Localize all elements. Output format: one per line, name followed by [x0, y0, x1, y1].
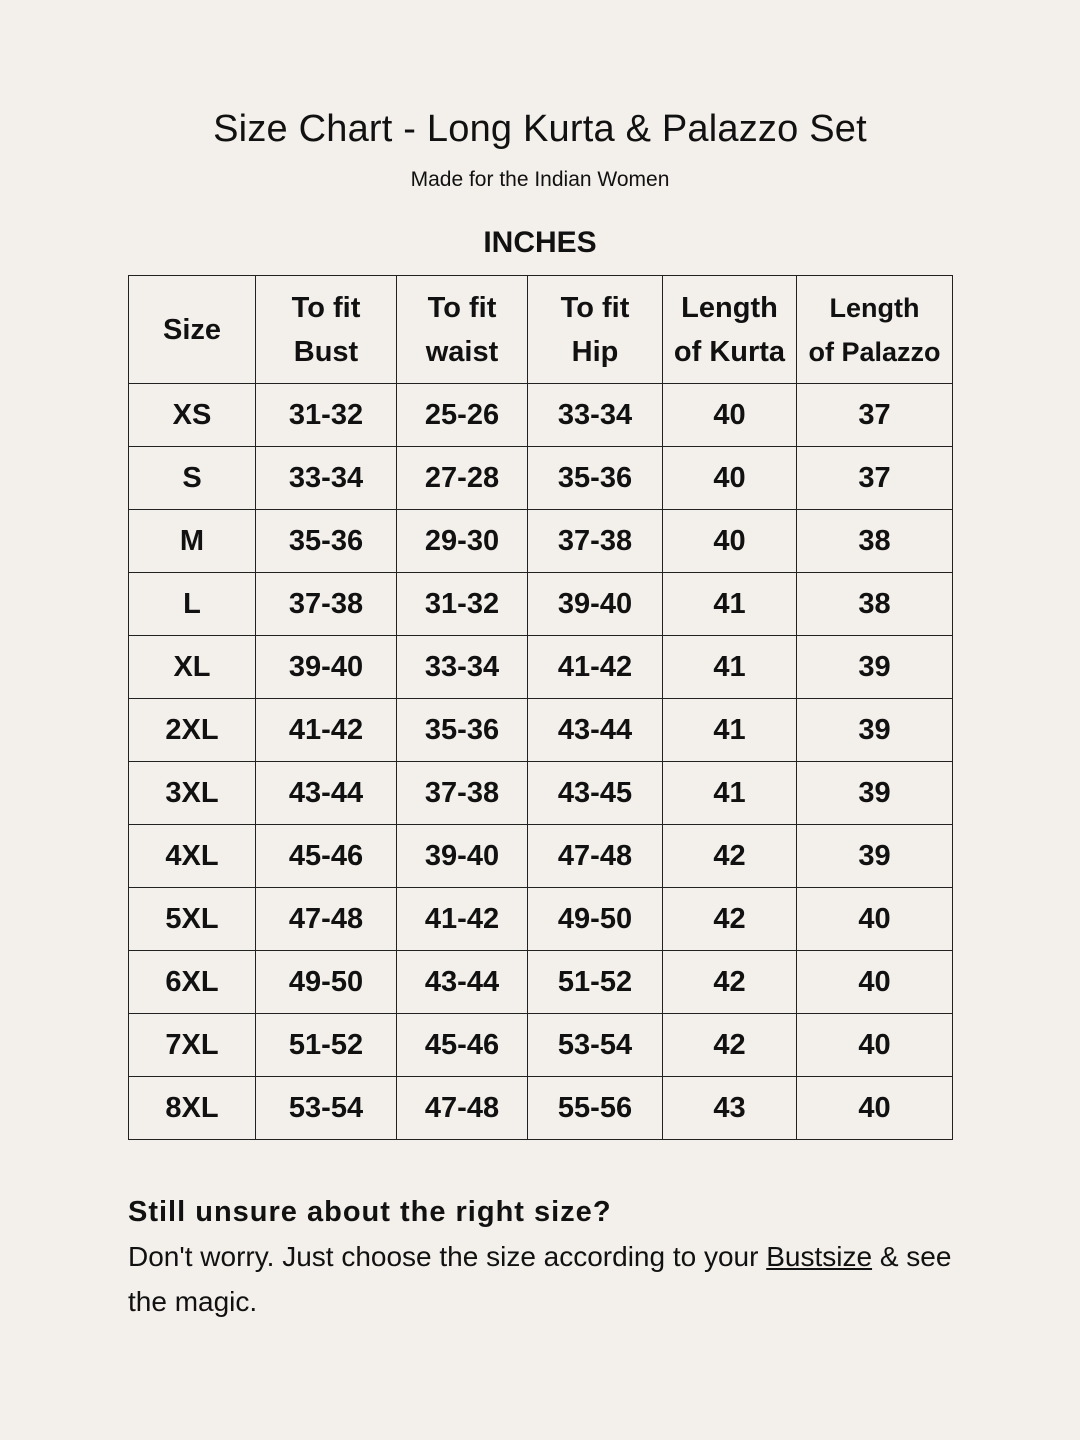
table-header [129, 276, 953, 384]
table-row [129, 888, 953, 951]
unit-heading: INCHES [483, 226, 597, 259]
page-subtitle: Made for the Indian Women [410, 168, 670, 191]
column-header-palazzo-length [797, 276, 953, 384]
table-cell-bust: 47-48 [256, 888, 397, 951]
table-cell-bust: 35-36 [256, 510, 397, 573]
table-cell-bust: 49-50 [256, 951, 397, 1014]
table-row [129, 951, 953, 1014]
note-heading: Still unsure about the right size? [128, 1196, 612, 1228]
column-header-kurta-length [663, 276, 797, 384]
table-cell-kurta-length: 42 [663, 951, 797, 1014]
table-cell-bust: 41-42 [256, 699, 397, 762]
table-cell-size: 4XL [129, 825, 256, 888]
table-row [129, 573, 953, 636]
table-cell-palazzo-length: 40 [797, 888, 953, 951]
table-cell-size: 7XL [129, 1014, 256, 1077]
table-cell-waist: 25-26 [397, 384, 528, 447]
table-cell-kurta-length: 41 [663, 636, 797, 699]
table-row [129, 447, 953, 510]
table-cell-bust: 37-38 [256, 573, 397, 636]
table-cell-waist: 47-48 [397, 1077, 528, 1140]
table-cell-waist: 43-44 [397, 951, 528, 1014]
column-header-line: Length [829, 292, 920, 323]
table-cell-waist: 31-32 [397, 573, 528, 636]
table-row [129, 384, 953, 447]
table-cell-hip: 37-38 [528, 510, 663, 573]
column-header-line: To fit [560, 291, 630, 324]
table-header-row [129, 276, 953, 384]
note-body-text-start: Don't worry. Just choose the size according to your [128, 1241, 767, 1272]
column-header-line: Hip [571, 335, 619, 368]
table-cell-size: L [129, 573, 256, 636]
table-cell-waist: 37-38 [397, 762, 528, 825]
table-cell-palazzo-length: 38 [797, 573, 953, 636]
column-header-line: Size [162, 313, 222, 346]
table-cell-waist: 35-36 [397, 699, 528, 762]
table-row [129, 825, 953, 888]
table-cell-palazzo-length: 37 [797, 447, 953, 510]
table-cell-size: 6XL [129, 951, 256, 1014]
table-cell-kurta-length: 40 [663, 384, 797, 447]
table-cell-palazzo-length: 40 [797, 1014, 953, 1077]
table-cell-palazzo-length: 39 [797, 636, 953, 699]
table-cell-kurta-length: 40 [663, 447, 797, 510]
table-cell-size: 5XL [129, 888, 256, 951]
table-row [129, 699, 953, 762]
table-cell-bust: 51-52 [256, 1014, 397, 1077]
table-cell-bust: 31-32 [256, 384, 397, 447]
size-help-note [128, 1192, 958, 1324]
table-cell-hip: 43-44 [528, 699, 663, 762]
table-cell-hip: 35-36 [528, 447, 663, 510]
table-row [129, 636, 953, 699]
table-cell-size: XS [129, 384, 256, 447]
table-cell-kurta-length: 41 [663, 573, 797, 636]
page-title: Size Chart - Long Kurta & Palazzo Set [213, 108, 867, 150]
table-cell-kurta-length: 43 [663, 1077, 797, 1140]
table-cell-hip: 33-34 [528, 384, 663, 447]
bustsize-link[interactable]: Bustsize [766, 1241, 873, 1272]
table-cell-size: S [129, 447, 256, 510]
table-cell-bust: 33-34 [256, 447, 397, 510]
column-header-line: waist [425, 335, 499, 368]
table-cell-hip: 53-54 [528, 1014, 663, 1077]
table-cell-palazzo-length: 40 [797, 1077, 953, 1140]
column-header-line: To fit [427, 291, 497, 324]
table-cell-waist: 29-30 [397, 510, 528, 573]
column-header-line: of Kurta [673, 335, 786, 368]
column-header-waist [397, 276, 528, 384]
note-body [128, 1234, 958, 1324]
table-cell-bust: 43-44 [256, 762, 397, 825]
note-body-text-end: & see the magic. [128, 1241, 952, 1317]
table-cell-hip: 55-56 [528, 1077, 663, 1140]
table-cell-size: 2XL [129, 699, 256, 762]
table-body [129, 384, 953, 1140]
table-cell-waist: 45-46 [397, 1014, 528, 1077]
table-cell-hip: 51-52 [528, 951, 663, 1014]
column-header-size [129, 276, 256, 384]
table-cell-kurta-length: 42 [663, 1014, 797, 1077]
table-row [129, 510, 953, 573]
table-cell-kurta-length: 41 [663, 699, 797, 762]
column-header-line: To fit [291, 291, 361, 324]
column-header-hip [528, 276, 663, 384]
table-cell-waist: 39-40 [397, 825, 528, 888]
column-header-line: Length [681, 291, 778, 324]
table-row [129, 1077, 953, 1140]
table-cell-waist: 41-42 [397, 888, 528, 951]
column-header-line: of Palazzo [808, 336, 941, 367]
column-header-bust [256, 276, 397, 384]
size-chart-table [128, 275, 953, 1140]
table-cell-palazzo-length: 39 [797, 825, 953, 888]
table-cell-bust: 45-46 [256, 825, 397, 888]
table-cell-palazzo-length: 37 [797, 384, 953, 447]
table-cell-size: 8XL [129, 1077, 256, 1140]
table-cell-palazzo-length: 38 [797, 510, 953, 573]
column-header-line: Bust [293, 335, 359, 368]
table-row [129, 1014, 953, 1077]
table-cell-palazzo-length: 39 [797, 762, 953, 825]
table-cell-size: M [129, 510, 256, 573]
table-cell-hip: 49-50 [528, 888, 663, 951]
table-cell-kurta-length: 40 [663, 510, 797, 573]
table-cell-size: 3XL [129, 762, 256, 825]
table-cell-kurta-length: 41 [663, 762, 797, 825]
table-cell-hip: 43-45 [528, 762, 663, 825]
table-cell-bust: 53-54 [256, 1077, 397, 1140]
table-cell-kurta-length: 42 [663, 825, 797, 888]
table-cell-hip: 39-40 [528, 573, 663, 636]
table-cell-size: XL [129, 636, 256, 699]
table-cell-bust: 39-40 [256, 636, 397, 699]
table-cell-hip: 47-48 [528, 825, 663, 888]
table-cell-palazzo-length: 39 [797, 699, 953, 762]
table-cell-kurta-length: 42 [663, 888, 797, 951]
table-cell-palazzo-length: 40 [797, 951, 953, 1014]
table-cell-waist: 27-28 [397, 447, 528, 510]
table-cell-hip: 41-42 [528, 636, 663, 699]
table-cell-waist: 33-34 [397, 636, 528, 699]
table-row [129, 762, 953, 825]
